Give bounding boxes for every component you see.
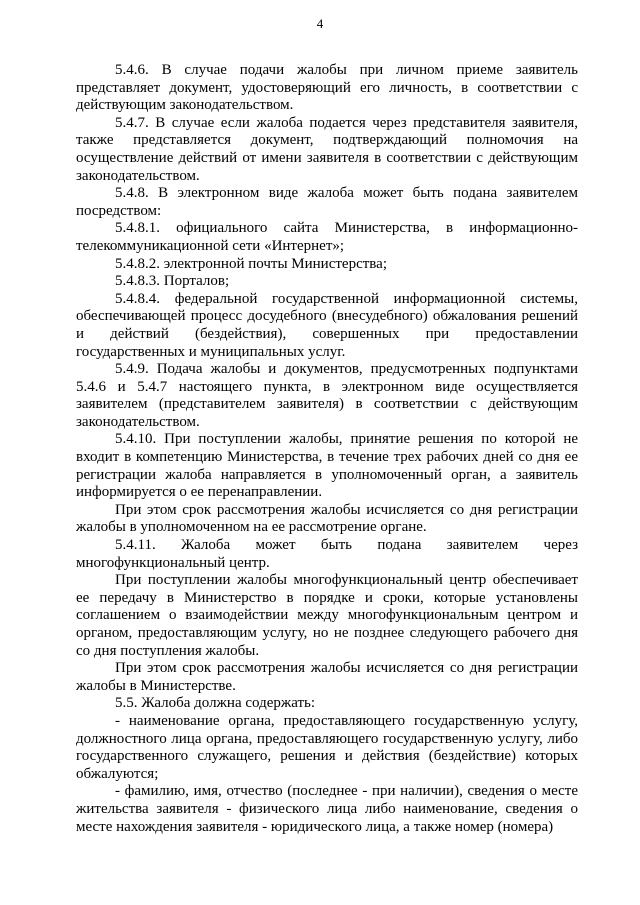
paragraph-5-5: 5.5. Жалоба должна содержать: (115, 695, 316, 712)
paragraph-5-4-8-2: 5.4.8.2. электронной почты Министерства; (115, 255, 387, 272)
paragraph-5-4-9: 5.4.9. Подача жалобы и документов, предусмотренных подпунктами 5.4.6 и 5.4.7 настоящего пункта, в электронном виде осуществляется заявителем (представителем заявителя) в соответствии с действующим законодательством. (76, 361, 578, 430)
paragraph-5-4-10-term: При этом срок рассмотрения жалобы исчисляется со дня регистрации жалобы в уполномоченном на ее рассмотрение органе. (76, 501, 578, 536)
paragraph-5-4-8-3: 5.4.8.3. Порталов; (115, 273, 230, 290)
document-body (76, 62, 578, 836)
paragraph-5-5-item-2: - фамилию, имя, отчество (последнее - при наличии), сведения о месте жительства заявителя - физического лица либо наименование, сведения о месте нахождения заявителя - юридического лица, а также номер (номера) (76, 783, 578, 835)
paragraph-5-4-6: 5.4.6. В случае подачи жалобы при личном приеме заявитель представляет документ, удостоверяющий его личность, в соответствии с действующим законодательством. (76, 62, 578, 114)
paragraph-5-5-item-1: - наименование органа, предоставляющего государственную услугу, должностного лица органа, предоставляющего государственную услугу, либо государственного служащего, решения и действия (бездействие) которых обжалуются; (76, 712, 578, 782)
paragraph-5-4-10: 5.4.10. При поступлении жалобы, принятие решения по которой не входит в компетенцию Министерства, в течение трех рабочих дней со дня ее регистрации жалоба направляется в уполномоченный орган, а заявитель информируется о ее перенаправлении. (76, 431, 578, 501)
paragraph-5-4-11-mfc: При поступлении жалобы многофункциональный центр обеспечивает ее передачу в Министерство в порядке и сроки, которые установлены соглашением о взаимодействии между многофункциональным центром и органом, предоставляющим услугу, но не позднее следующего рабочего дня со дня поступления жалобы. (76, 572, 578, 659)
paragraph-5-4-7: 5.4.7. В случае если жалоба подается через представителя заявителя, также представляется документ, подтверждающий полномочия на осуществление действий от имени заявителя в соответствии с действующим законодательством. (76, 114, 578, 184)
paragraph-5-4-8-4: 5.4.8.4. федеральной государственной информационной системы, обеспечивающей процесс досудебного (внесудебного) обжалования решений и действий (бездействия), совершенных при предоставлении государственных и муниципальных услуг. (76, 290, 578, 360)
paragraph-5-4-8-1: 5.4.8.1. официального сайта Министерства, в информационно-телекоммуникационной сети «Интернет»; (76, 220, 578, 254)
paragraph-5-4-11: 5.4.11. Жалоба может быть подана заявителем через многофункциональный центр. (76, 537, 578, 571)
paragraph-5-4-8: 5.4.8. В электронном виде жалоба может быть подана заявителем посредством: (76, 185, 578, 219)
paragraph-5-4-11-term: При этом срок рассмотрения жалобы исчисляется со дня регистрации жалобы в Министерстве. (76, 660, 578, 694)
page-number: 4 (316, 16, 324, 31)
